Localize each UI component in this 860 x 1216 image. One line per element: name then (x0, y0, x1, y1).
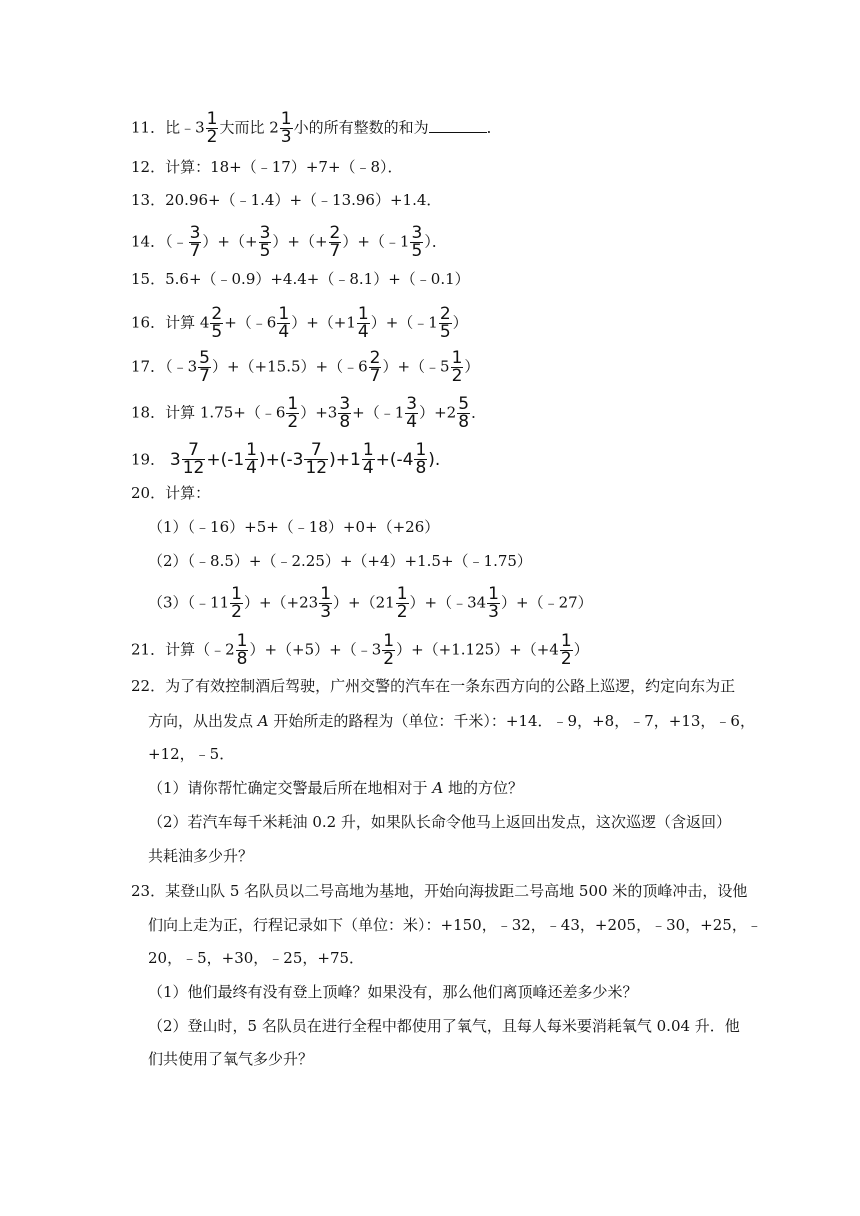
question-20-title: 20．计算： (131, 484, 211, 502)
fraction: $\frac{1}{3}$ (488, 584, 499, 622)
fraction: $\frac{2}{5}$ (211, 304, 223, 342)
expression: 3 $\frac{7}{12}$ +(-1 $\frac{1}{4}$ )+(-3 $\frac{7}{12}$ )+1 $\frac{1}{4}$ +(-4 $\frac{1}{8}$ ). (169, 440, 441, 478)
fraction: $\frac{1}{2}$ (231, 584, 242, 622)
fraction: $\frac{1}{8}$ (236, 631, 248, 669)
question-22-line2: 方向，从出发点 A 开始所走的路程为（单位：千米）：+14．﹣9，+8，﹣7，+13，﹣6， (148, 712, 755, 730)
q11-text: 11．比﹣3 (131, 118, 205, 137)
fraction: $\frac{1}{4}$ (362, 440, 374, 478)
fraction: $\frac{1}{2}$ (287, 394, 299, 432)
fraction: $\frac{3}{5}$ (259, 223, 271, 261)
question-14: 14．（﹣ $\frac{3}{7}$ ）+（+ $\frac{3}{5}$ ）+（+ $\frac{2}{7}$ ）+（﹣1 $\frac{3}{5}$ ）． (131, 223, 447, 261)
fraction: $\frac{7}{12}$ (182, 440, 205, 478)
fraction: $\frac{7}{12}$ (305, 440, 328, 478)
fraction: $\frac{1}{3}$ (280, 109, 292, 147)
question-20-part3: （3）（﹣11 $\frac{1}{2}$ ）+（+23 $\frac{1}{3}$ ）+（21 $\frac{1}{2}$ ）+（﹣34 $\frac{1}{3}$ ）+（﹣27） (148, 584, 593, 622)
question-18: 18．计算 1.75+（﹣6 $\frac{1}{2}$ ）+3 $\frac{3}{8}$ +（﹣1 $\frac{3}{4}$ ）+2 $\frac{5}{8}$ ． (131, 394, 487, 432)
fraction: $\frac{2}{7}$ (329, 223, 341, 261)
fraction: $\frac{3}{4}$ (406, 394, 418, 432)
question-22-line1: 22．为了有效控制酒后驾驶，广州交警的汽车在一条东西方向的公路上巡逻，约定向东为正 (131, 677, 736, 695)
fraction: $\frac{3}{8}$ (339, 394, 351, 432)
question-15: 15．5.6+（﹣0.9）+4.4+（﹣8.1）+（﹣0.1） (131, 270, 470, 288)
fraction: $\frac{1}{8}$ (415, 440, 427, 478)
question-17: 17．（﹣3 $\frac{5}{7}$ ）+（+15.5）+（﹣6 $\frac{2}{7}$ ）+（﹣5 $\frac{1}{2}$ ） (131, 348, 480, 386)
fraction: $\frac{1}{4}$ (246, 440, 257, 478)
question-23-sub1: （1）他们最终有没有登上顶峰？如果没有，那么他们离顶峰还差多少米？ (148, 983, 638, 1001)
fraction: $\frac{1}{4}$ (278, 304, 290, 342)
question-22-sub1: （1）请你帮忙确定交警最后所在地相对于 A 地的方位？ (148, 779, 523, 797)
question-20-part2: （2）（﹣8.5）+（﹣2.25）+（+4）+1.5+（﹣1.75） (148, 552, 532, 570)
fraction: $\frac{5}{7}$ (199, 348, 210, 386)
question-21: 21．计算（﹣2 $\frac{1}{8}$ ）+（+5）+（﹣3 $\frac{1}{2}$ ）+（+1.125）+（+4 $\frac{1}{2}$ ） (131, 631, 589, 669)
question-11: 11．比﹣3 $\frac{1}{2}$ 大而比 2 $\frac{1}{3}$ 小的所有整数的和为 ． (131, 109, 502, 147)
fraction: $\frac{1}{2}$ (383, 631, 395, 669)
fraction: $\frac{1}{2}$ (396, 584, 408, 622)
fraction: $\frac{1}{3}$ (320, 584, 332, 622)
fraction: $\frac{1}{2}$ (560, 631, 572, 669)
question-22-line3: +12，﹣5． (148, 745, 235, 763)
fraction: $\frac{1}{4}$ (357, 304, 369, 342)
fraction: $\frac{3}{7}$ (189, 223, 201, 261)
question-23-sub2-cont: 们共使用了氧气多少升？ (148, 1050, 314, 1068)
question-20-part1: （1）（﹣16）+5+（﹣18）+0+（+26） (148, 518, 440, 536)
fraction: $\frac{1}{2}$ (451, 348, 463, 386)
fraction: $\frac{2}{5}$ (439, 304, 451, 342)
question-19: 19． 3 $\frac{7}{12}$ +(-1 $\frac{1}{4}$ )+(-3 $\frac{7}{12}$ )+1 $\frac{1}{4}$ +(-4 $\frac{1}{8}$ ). (131, 440, 441, 478)
q11-text: 小的所有整数的和为 (293, 118, 429, 137)
question-16: 16．计算 4 $\frac{2}{5}$ +（﹣6 $\frac{1}{4}$ ）+（+1 $\frac{1}{4}$ ）+（﹣1 $\frac{2}{5}$ ） (131, 304, 468, 342)
question-23-sub2: （2）登山时，5 名队员在进行全程中都使用了氧气，且每人每米要消耗氧气 0.04 升．他 (148, 1017, 740, 1035)
question-13: 13．20.96+（﹣1.4）+（﹣13.96）+1.4． (131, 191, 442, 209)
fraction: $\frac{5}{8}$ (458, 394, 470, 432)
question-22-sub2: （2）若汽车每千米耗油 0.2 升，如果队长命令他马上返回出发点，这次巡逻（含返回） (148, 813, 731, 831)
question-23-line2: 们向上走为正，行程记录如下（单位：米）：+150，﹣32，﹣43，+205，﹣30，+25，﹣ (148, 916, 762, 934)
fraction: $\frac{1}{2}$ (206, 109, 218, 147)
fraction: $\frac{2}{7}$ (369, 348, 381, 386)
question-22-sub2-cont: 共耗油多少升？ (148, 847, 254, 865)
question-12: 12．计算：18+（﹣17）+7+（﹣8）． (131, 158, 403, 176)
question-23-line1: 23．某登山队 5 名队员以二号高地为基地，开始向海拔距二号高地 500 米的顶峰冲击，设他 (131, 882, 748, 900)
answer-blank (429, 118, 487, 133)
q11-text: 大而比 2 (219, 118, 279, 137)
question-23-line3: 20，﹣5，+30，﹣25，+75． (148, 949, 365, 967)
fraction: $\frac{3}{5}$ (411, 223, 423, 261)
